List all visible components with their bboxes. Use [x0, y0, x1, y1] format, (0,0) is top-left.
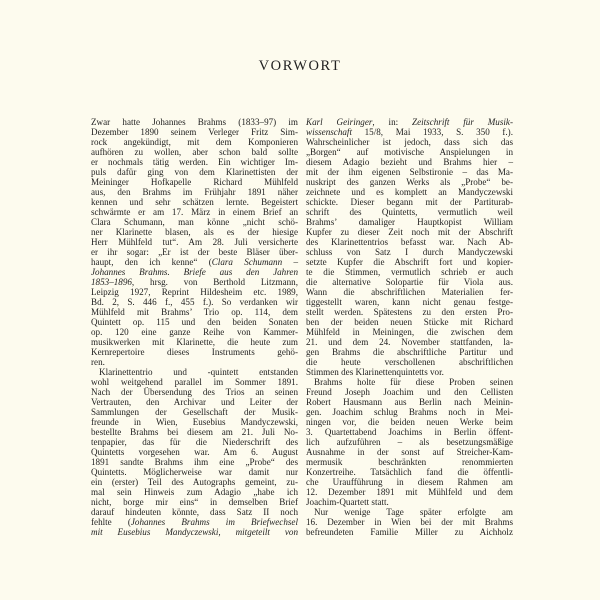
text-line	[306, 457, 513, 467]
text-line	[306, 247, 513, 257]
text-segment: ner Klarinette blasen, als es der hiesige	[91, 227, 298, 237]
text-segment: te die Stimmen, vermutlich schrieb er auch	[306, 267, 513, 277]
text-line	[91, 127, 298, 137]
text-segment: Quintetts vorgesehen war. Am 6. August	[91, 447, 298, 457]
text-line	[91, 527, 298, 537]
page-title: VORWORT	[258, 58, 342, 74]
text-line	[91, 137, 298, 147]
text-segment: Nach der Übersendung des Trios an seinen	[91, 387, 298, 397]
text-segment: ningen vor, die beiden neuen Werke beim	[306, 417, 513, 427]
text-line	[306, 427, 513, 437]
text-segment: schrift des Quintetts, vermutlich weil	[306, 207, 513, 217]
text-line	[306, 407, 513, 417]
text-segment: nicht, borge mir eins“ in demselben Brief	[91, 497, 298, 507]
text-line	[91, 327, 298, 337]
italic-text: Clara Schumann –	[211, 257, 299, 267]
text-segment: 3. Quartettabend Joachims in Berlin öffent-	[306, 427, 513, 437]
text-segment: rock angekündigt, mit dem Komponieren	[91, 137, 298, 147]
text-line	[306, 527, 513, 537]
text-line	[91, 487, 298, 497]
text-line	[306, 487, 513, 497]
text-line	[306, 267, 513, 277]
text-line	[91, 237, 298, 247]
text-line	[306, 397, 513, 407]
text-segment: puls dafür ging von dem Klarinettisten der	[91, 167, 298, 177]
italic-text: Johannes Brahms. Briefe aus den Jahren	[91, 267, 298, 277]
text-line	[91, 447, 298, 457]
text-segment: schluss von Satz I durch Mandyczewski	[306, 247, 513, 257]
text-line	[91, 257, 298, 267]
text-segment: ben der beiden neuen Stücke mit Richard	[306, 317, 513, 327]
text-segment: Brahms’ damaliger Hauptkopist William	[306, 217, 513, 227]
text-line	[91, 477, 298, 487]
text-line	[306, 177, 513, 187]
text-line	[91, 217, 298, 227]
text-segment: Herr Mühlfeld tut“. Am 28. Juli versicherte	[91, 237, 298, 247]
text-segment: Wann die abschriftlichen Materialien fer-	[306, 287, 513, 297]
text-segment: kennen und sehr schätzen lernte. Begeistert	[91, 197, 298, 207]
text-segment: aus, den Brahms im Frühjahr 1891 näher	[91, 187, 298, 197]
text-segment: tenpapier, das für die Niederschrift des	[91, 437, 298, 447]
text-segment: 16. Dezember in Wien bei der mit Brahms	[306, 517, 513, 527]
paragraph	[306, 117, 513, 377]
text-line	[91, 157, 298, 167]
text-segment: che Uraufführung in diesem Rahmen am	[306, 477, 513, 487]
text-segment: des Klarinettentrios befasst war. Nach Ab-	[306, 237, 513, 247]
text-line	[91, 417, 298, 427]
text-line	[306, 197, 513, 207]
text-line	[306, 227, 513, 237]
text-line	[306, 357, 513, 367]
text-line	[306, 417, 513, 427]
text-segment: zeichnete und es komplett an Mandyczewski	[306, 187, 513, 197]
text-column-left	[91, 117, 298, 537]
text-segment: fehlte (	[91, 517, 131, 527]
text-segment: die alternative Solopartie für Viola aus.	[306, 277, 513, 287]
text-line	[306, 327, 513, 337]
text-segment: nuskript des ganzen Werks als „Probe“ be-	[306, 177, 513, 187]
text-line	[91, 427, 298, 437]
text-line	[91, 397, 298, 407]
text-segment: Vertrauten, den Archivar und Leiter der	[91, 397, 298, 407]
text-line	[91, 347, 298, 357]
text-segment: Ausnahme in der sonst auf Streicher-Kam-	[306, 447, 513, 457]
text-segment: Klarinettentrio und -quintett entstanden	[99, 367, 298, 377]
paragraph	[306, 377, 513, 507]
text-segment: setzte Kupfer die Abschrift fort und kopier-	[306, 257, 513, 267]
text-line	[306, 297, 513, 307]
text-line	[91, 247, 298, 257]
paragraph	[306, 507, 513, 537]
text-line	[91, 187, 298, 197]
text-segment: Quintetts. Möglicherweise war damit nur	[91, 467, 298, 477]
text-column-right	[306, 117, 513, 537]
text-segment: gen Brahms die abschriftliche Partitur und	[306, 347, 513, 357]
text-line	[306, 317, 513, 327]
text-segment: Meininger Hofkapelle Richard Mühlfeld	[91, 177, 298, 187]
text-line	[306, 377, 513, 387]
text-line	[306, 147, 513, 157]
text-segment: stellt werden. Spätestens zu den ersten Pro-	[306, 307, 513, 317]
text-line	[306, 157, 513, 167]
text-segment: Joachim-Quartett statt.	[306, 497, 389, 507]
text-segment: Mühlfeld in Meiningen, die zwischen dem	[306, 327, 513, 337]
paragraph	[91, 367, 298, 537]
text-line	[91, 227, 298, 237]
text-segment: Leipzig 1927, Reprint Hildesheim etc. 1989,	[91, 287, 298, 297]
text-line	[91, 337, 298, 347]
text-segment: mermusik beschränkten renommierten	[306, 457, 513, 467]
text-line	[306, 207, 513, 217]
text-segment: Freund Joseph Joachim und den Cellisten	[306, 387, 513, 397]
text-segment: aufhören zu wollen, aber schon bald sollte	[91, 147, 298, 157]
text-line	[306, 167, 513, 177]
text-segment: schwärmte er am 17. März in einem Brief an	[91, 207, 298, 217]
text-line	[91, 117, 298, 127]
text-line	[91, 467, 298, 477]
text-segment: Zwar hatte Johannes Brahms (1833–97) im	[91, 117, 298, 127]
italic-text: 1853–1896	[91, 277, 132, 287]
italic-text: mit Eusebius Mandyczewski, mitgeteilt von	[91, 527, 298, 537]
text-line	[306, 137, 513, 147]
text-line	[306, 507, 513, 517]
text-line	[91, 507, 298, 517]
text-segment: er ihr sogar: „Er ist der beste Bläser über-	[91, 247, 298, 257]
text-line	[306, 517, 513, 527]
text-segment: , in:	[372, 117, 413, 127]
text-line	[306, 237, 513, 247]
text-segment: Kupfer zu dieser Zeit noch mit der Abschrift	[306, 227, 513, 237]
text-line	[306, 277, 513, 287]
text-segment: mal sein Hinweis zum Adagio „habe ich	[91, 487, 298, 497]
text-segment: Nur wenige Tage später erfolgte am	[314, 507, 513, 517]
text-line	[91, 377, 298, 387]
text-line	[91, 437, 298, 447]
text-segment: musikwerken mit Klarinette, die heute zum	[91, 337, 298, 347]
text-line	[91, 387, 298, 397]
text-segment: die heute verschollenen abschriftlichen	[306, 357, 513, 367]
text-segment: darauf hindeuten könnte, dass Satz II noch	[91, 507, 298, 517]
text-segment: lich aufzuführen – als besetzungsmäßige	[306, 437, 513, 447]
text-segment: Bd. 2, S. 446 f., 455 f.). So verdanken wir	[91, 297, 298, 307]
text-segment: Quintett op. 115 und den beiden Sonaten	[91, 317, 298, 327]
text-segment: „Borgen“ auf motivische Anspielungen in	[306, 147, 513, 157]
text-line	[91, 197, 298, 207]
text-line	[91, 367, 298, 377]
text-segment: Clara Schumann, man könne „nicht schö-	[91, 217, 298, 227]
text-segment: befreundeten Familie Miller zu Aichholz	[306, 527, 513, 537]
text-segment: Dezember 1890 seinem Verleger Fritz Sim-	[91, 127, 298, 137]
text-line	[306, 387, 513, 397]
text-segment: 12. Dezember 1891 mit Mühlfeld und dem	[306, 487, 513, 497]
text-segment: Robert Hausmann aus Berlin nach Meinin-	[306, 397, 513, 407]
text-segment: 15/8, Mai 1933, S. 350 f.).	[351, 127, 513, 137]
italic-text: Johannes Brahms im Briefwechsel	[130, 517, 298, 527]
text-line	[91, 297, 298, 307]
text-line	[306, 447, 513, 457]
text-line	[306, 437, 513, 447]
text-line	[91, 267, 298, 277]
text-line	[91, 167, 298, 177]
text-segment: bestellte Brahms bei diesem am 21. Juli No-	[91, 427, 298, 437]
text-segment: Wahrscheinlicher ist jedoch, dass sich das	[306, 137, 513, 147]
text-line	[91, 287, 298, 297]
text-line	[306, 347, 513, 357]
text-segment: Mühlfeld mit Brahms’ Trio op. 114, dem	[91, 307, 298, 317]
text-line	[306, 187, 513, 197]
text-segment: 21. und dem 24. November stattfanden, la-	[306, 337, 513, 347]
text-segment: mit der ihm eigenen Selbstironie – das Ma-	[306, 167, 513, 177]
text-line	[306, 217, 513, 227]
text-line	[91, 517, 298, 527]
text-line	[306, 257, 513, 267]
italic-text: Zeitschrift für Musik-	[412, 117, 513, 127]
text-segment: Sammlungen der Gesellschaft der Musik-	[91, 407, 298, 417]
italic-text: Karl Geiringer	[306, 117, 373, 127]
text-segment: tiggestellt waren, kann nicht genau festge-	[306, 297, 513, 307]
text-segment: ein (erster) Teil des Autographs gemeint, zu-	[91, 477, 298, 487]
text-line	[306, 367, 513, 377]
text-line	[91, 357, 298, 367]
text-line	[306, 307, 513, 317]
text-segment: schickte. Dieser begann mit der Partiturab-	[306, 197, 513, 207]
text-line	[306, 467, 513, 477]
text-line	[306, 477, 513, 487]
text-line	[91, 497, 298, 507]
paragraph	[91, 117, 298, 367]
text-segment: ren.	[91, 357, 105, 367]
italic-text: wissenschaft	[306, 127, 352, 137]
text-segment: 1891 sandte Brahms ihm eine „Probe“ des	[91, 457, 298, 467]
text-line	[91, 317, 298, 327]
text-segment: gen. Joachim schlug Brahms noch in Mei-	[306, 407, 513, 417]
text-segment: freunde in Wien, Eusebius Mandyczewski,	[91, 417, 298, 427]
text-segment: , hrsg. von Berthold Litzmann,	[131, 277, 298, 287]
text-line	[306, 117, 513, 127]
text-segment: wohl weitgehend parallel im Sommer 1891.	[91, 377, 298, 387]
text-segment: diesem Adagio bezieht und Brahms hier –	[306, 157, 513, 167]
text-segment: Konzertreihe. Tatsächlich fand die öffentli-	[306, 467, 513, 477]
text-segment: op. 120 eine ganze Reihe von Kammer-	[91, 327, 298, 337]
text-line	[91, 457, 298, 467]
text-line	[91, 177, 298, 187]
text-segment: Stimmen des Klarinettenquintetts vor.	[306, 367, 444, 377]
text-line	[306, 287, 513, 297]
text-line	[306, 497, 513, 507]
text-line	[91, 207, 298, 217]
text-segment: Kernrepertoire dieses Instruments gehö-	[91, 347, 298, 357]
text-line	[91, 307, 298, 317]
text-line	[91, 277, 298, 287]
text-segment: Brahms holte für diese Proben seinen	[314, 377, 513, 387]
text-line	[306, 127, 513, 137]
text-line	[306, 337, 513, 347]
text-segment: er nochmals tätig werden. Ein wichtiger Im-	[91, 157, 298, 167]
text-line	[91, 147, 298, 157]
text-line	[91, 407, 298, 417]
text-segment: haupt, den ich kenne“ (	[91, 257, 212, 267]
